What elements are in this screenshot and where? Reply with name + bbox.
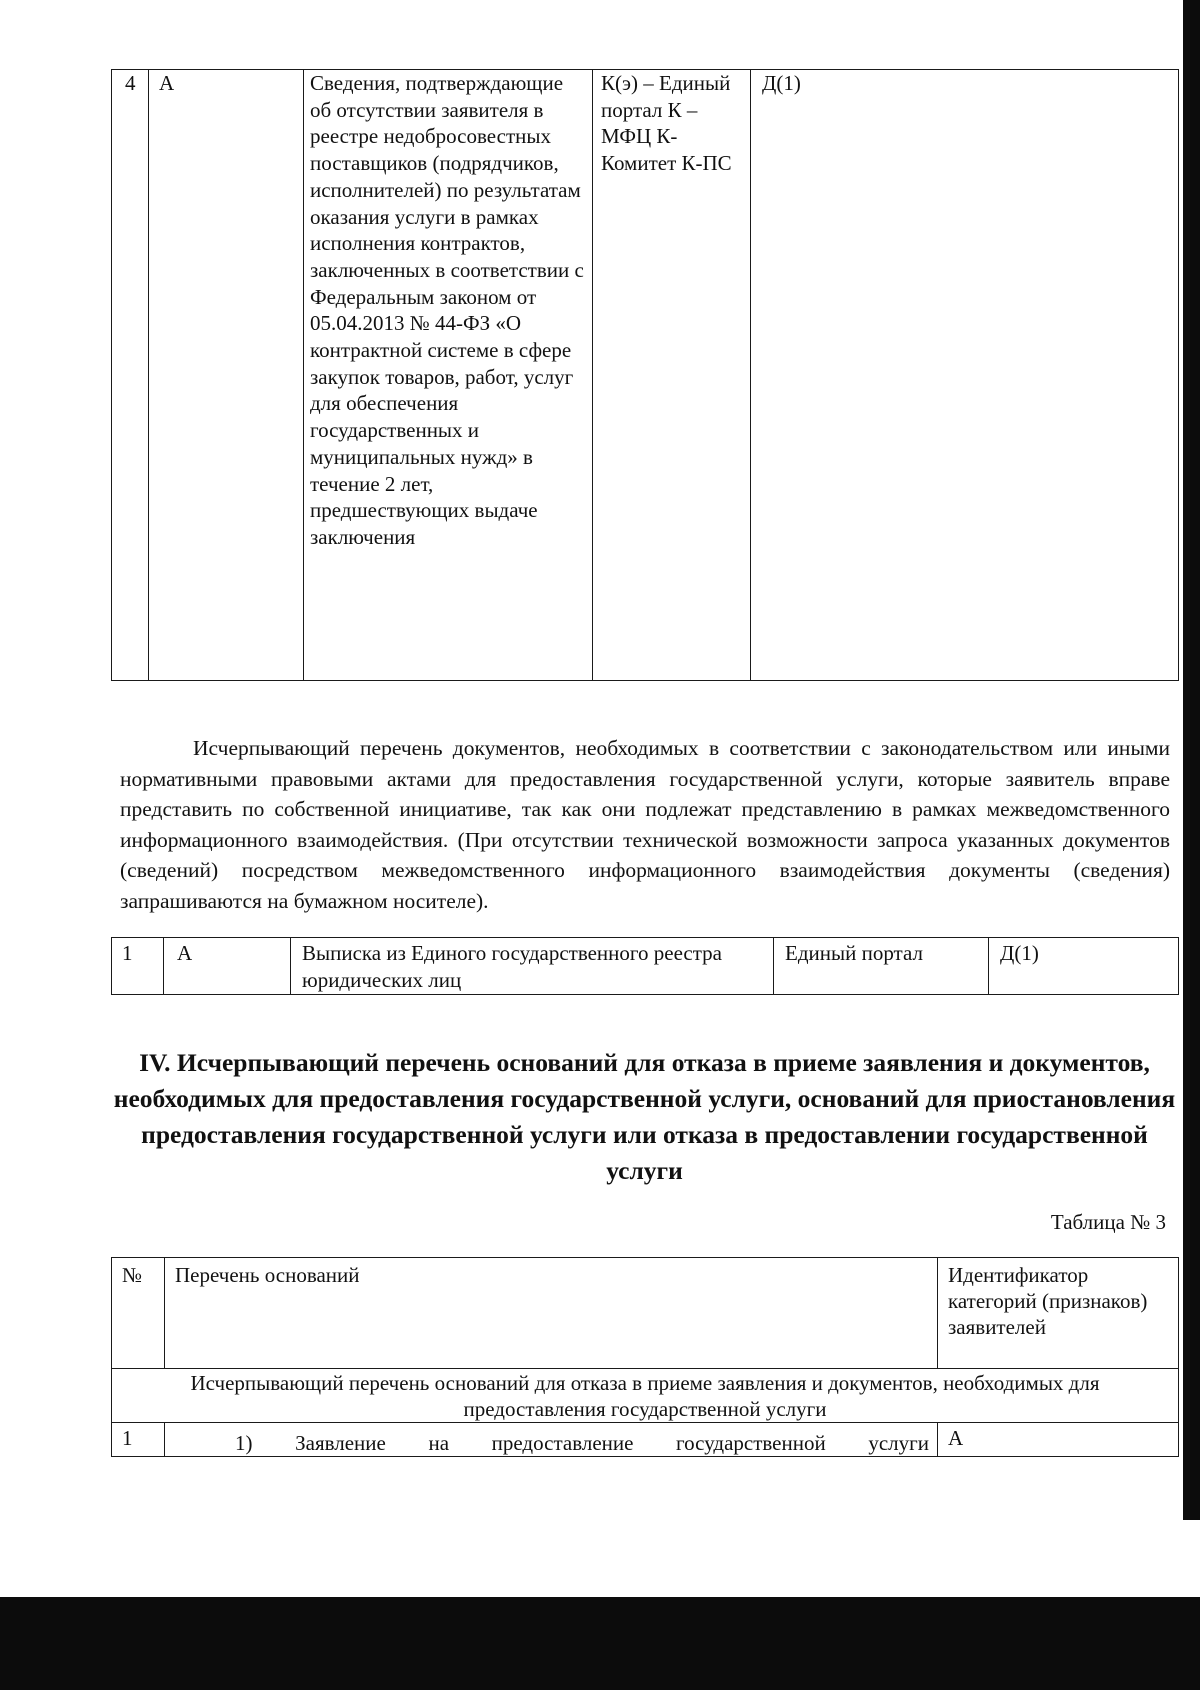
header-reasons: Перечень оснований bbox=[165, 1258, 938, 1369]
table-caption: Таблица № 3 bbox=[1050, 1210, 1166, 1234]
interagency-documents-paragraph: Исчерпывающий перечень документов, необходимых в соответствии с законодательством или иными нормативными правовыми актами для предоставления государственной услуги, которые заявитель вправе представить по собственной инициативе, так как они подлежат представлению в рамках межведомственного информационного взаимодействия. (При отсутствии технической возможности запроса указанных документов (сведений) посредством межведомственного информационного взаимодействия документы (сведения) запрашиваются на бумажном носителе). bbox=[120, 736, 1170, 913]
row-identifier: А bbox=[938, 1423, 1179, 1457]
applicant-category: А bbox=[164, 938, 291, 995]
documents-table-continued bbox=[111, 69, 1179, 681]
table-row bbox=[112, 70, 1179, 681]
table-subheader: Исчерпывающий перечень оснований для отказа в приеме заявления и документов, необходимых для предоставления государственной услуги bbox=[112, 1369, 1179, 1423]
row-number: 1 bbox=[112, 1423, 165, 1457]
reason-text: 1) Заявление на предоставление государственной услуги bbox=[235, 1431, 929, 1455]
interagency-documents-table bbox=[111, 937, 1179, 995]
header-number: № bbox=[112, 1258, 165, 1369]
section-heading: IV. Исчерпывающий перечень оснований для отказа в приеме заявления и документов, необходимых для предоставления государственной услуги, оснований для приостановления предоставления государственной услуги или отказа в предоставлении государственной услуги bbox=[113, 1048, 1176, 1185]
row-number: 4 bbox=[112, 70, 149, 681]
scan-edge-bottom bbox=[0, 1597, 1200, 1690]
applicant-category: А bbox=[149, 70, 304, 681]
document-description: Сведения, подтверждающие об отсутствии заявителя в реестре недобросовестных поставщиков (подрядчиков, исполнителей) по результатам оказания услуги в рамках исполнения контрактов, заключенных в соответствии с Федеральным законом от 05.04.2013 № 44-ФЗ «О контрактной системе в сфере закупок товаров, работ, услуг для обеспечения государственных и муниципальных нужд» в течение 2 лет, предшествующих выдаче заключения bbox=[304, 70, 593, 681]
submission-channel: Единый портал bbox=[774, 938, 989, 995]
table-header-row bbox=[112, 1258, 1179, 1369]
refusal-reasons-table bbox=[111, 1257, 1179, 1457]
document-result: Д(1) bbox=[989, 938, 1179, 995]
document-result: Д(1) bbox=[751, 70, 1179, 681]
header-identifier: Идентификатор категорий (признаков) заявителей bbox=[938, 1258, 1179, 1369]
scan-edge-right bbox=[1183, 0, 1200, 1520]
reason-cell bbox=[165, 1423, 938, 1457]
table-row bbox=[112, 938, 1179, 995]
row-number: 1 bbox=[112, 938, 164, 995]
document-description: Выписка из Единого государственного реестра юридических лиц bbox=[291, 938, 774, 995]
table-subheader-row bbox=[112, 1369, 1179, 1423]
table-row bbox=[112, 1423, 1179, 1457]
submission-channels: К(э) – Единый портал К – МФЦ К- Комитет К-ПС bbox=[593, 70, 751, 681]
